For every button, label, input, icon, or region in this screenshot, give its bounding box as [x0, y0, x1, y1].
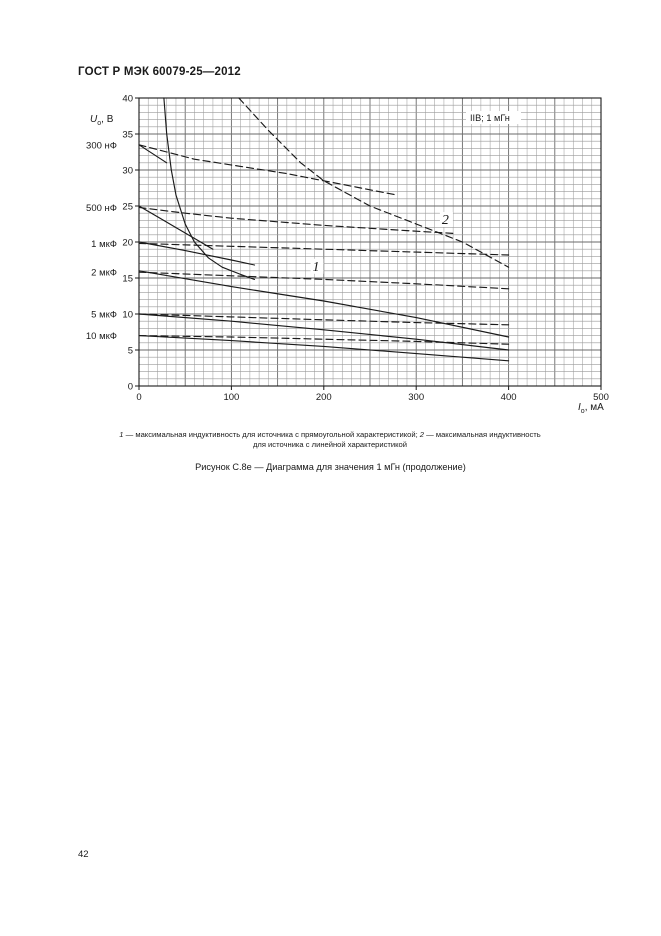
curve-label: 1 [312, 259, 320, 275]
capacitance-label: 5 мкФ [91, 309, 117, 321]
chart-annotation: IIB; 1 мГн [470, 113, 510, 123]
x-tick-label: 0 [136, 392, 142, 403]
capacitance-label: 500 нФ [86, 202, 117, 214]
chart-labels [86, 94, 609, 416]
legend-text-2-cont: для источника с линейной характеристикой [252, 440, 408, 449]
y-tick-label: 30 [122, 165, 133, 177]
capacitance-label: 10 мкФ [85, 331, 117, 343]
y-tick-label: 35 [122, 129, 133, 141]
y-tick-label: 25 [122, 201, 133, 213]
x-tick-label: 500 [593, 392, 609, 403]
y-axis-title: $U_o$, В [90, 114, 114, 127]
page-number: 42 [78, 849, 89, 860]
legend-text-2: — максимальная индуктивность [424, 430, 541, 439]
figure-legend-note [60, 430, 600, 450]
y-tick-label: 20 [122, 237, 133, 249]
series-line-solid [139, 145, 167, 163]
y-tick-label: 10 [122, 309, 133, 321]
document-header: ГОСТ Р МЭК 60079-25—2012 [78, 66, 241, 78]
legend-number-2: 2 [419, 430, 425, 439]
x-tick-label: 100 [223, 392, 240, 403]
figure-title: Рисунок С.8е — Диаграмма для значения 1 мГн (продолжение) [195, 462, 466, 472]
y-tick-label: 0 [127, 381, 133, 393]
capacitance-label: 300 нФ [86, 140, 117, 152]
legend-number-1: 1 [119, 430, 124, 439]
chart-grid [139, 98, 601, 386]
y-tick-label: 15 [122, 273, 133, 285]
curve-label: 2 [441, 213, 449, 228]
x-tick-label: 400 [500, 392, 517, 403]
y-tick-label: 40 [122, 93, 133, 105]
x-axis-title: $I_o$, мА [578, 402, 604, 415]
voltage-current-chart [0, 0, 661, 420]
x-tick-label: 300 [408, 392, 425, 403]
x-tick-label: 200 [315, 392, 332, 403]
y-tick-label: 5 [127, 345, 133, 357]
capacitance-label: 2 мкФ [91, 267, 117, 279]
legend-text-1: — максимальная индуктивность для источника с прямоугольной характеристикой; [123, 430, 420, 439]
capacitance-label: 1 мкФ [91, 238, 117, 250]
